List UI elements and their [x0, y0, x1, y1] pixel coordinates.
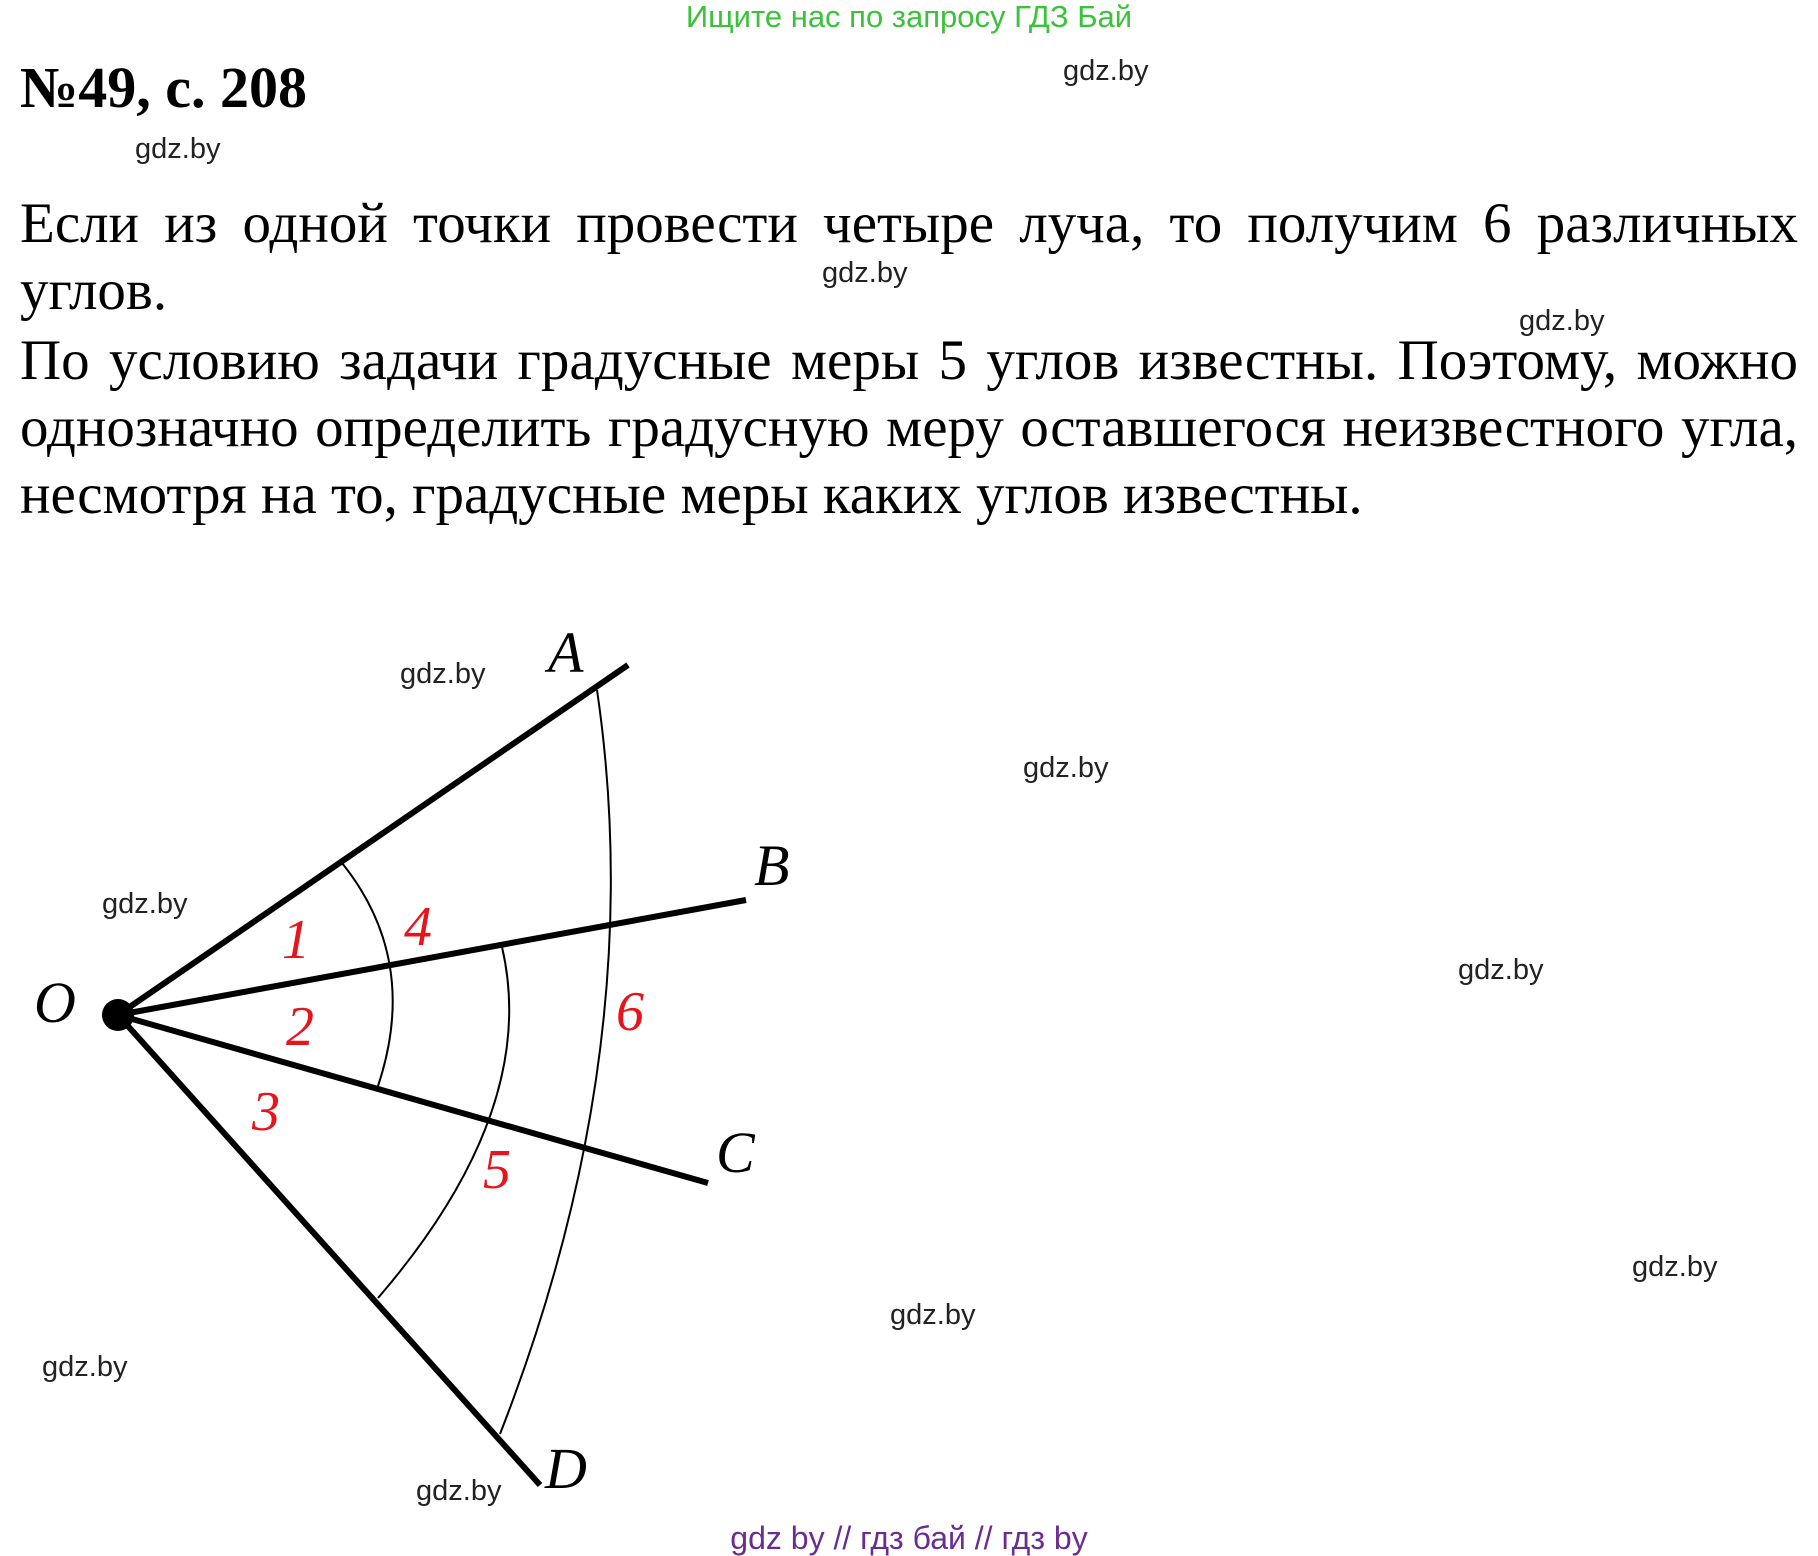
watermark: gdz.by — [42, 1351, 128, 1383]
footer-watermark: gdz by // гдз бай // гдз by — [730, 1520, 1088, 1556]
ray-oa — [118, 665, 628, 1015]
arc-angle-6 — [500, 690, 611, 1434]
angle-label-5: 5 — [483, 1139, 511, 1201]
angle-label-1: 1 — [282, 909, 310, 971]
watermark: gdz.by — [1458, 954, 1544, 986]
angle-label-6: 6 — [616, 981, 644, 1043]
watermark: gdz.by — [1023, 752, 1109, 784]
point-label-b: B — [754, 833, 790, 898]
ray-ob — [118, 900, 746, 1015]
watermark: gdz.by — [135, 133, 221, 165]
watermark: gdz.by — [1632, 1251, 1718, 1283]
point-label-o: O — [34, 970, 76, 1035]
angle-label-2: 2 — [286, 996, 314, 1058]
watermark: gdz.by — [1063, 55, 1149, 87]
top-banner: Ищите нас по запросу ГДЗ Бай — [685, 0, 1133, 34]
watermark: gdz.by — [890, 1299, 976, 1331]
watermark: gdz.by — [822, 257, 908, 289]
watermark: gdz.by — [1519, 305, 1605, 337]
point-label-d: D — [545, 1436, 587, 1501]
ray-od — [118, 1015, 540, 1485]
vertex-dot — [102, 999, 134, 1031]
solution-paragraph-1: Если из одной точки провести четыре луча, то получим 6 различных углов. — [20, 192, 1798, 322]
point-label-c: C — [716, 1120, 755, 1185]
solution-paragraph-2: По условию задачи градусные меры 5 углов известны. Поэтому, можно однозначно определить градусную меру оставшегося неизвестного угла, несмотря на то, градусные меры каких углов известны. — [20, 329, 1798, 526]
angle-label-4: 4 — [404, 896, 432, 958]
angle-label-3: 3 — [252, 1081, 280, 1143]
point-label-a: A — [548, 620, 584, 685]
watermark: gdz.by — [102, 888, 188, 920]
watermark: gdz.by — [400, 658, 486, 690]
page-title: №49, с. 208 — [20, 55, 308, 120]
watermark: gdz.by — [416, 1475, 502, 1507]
